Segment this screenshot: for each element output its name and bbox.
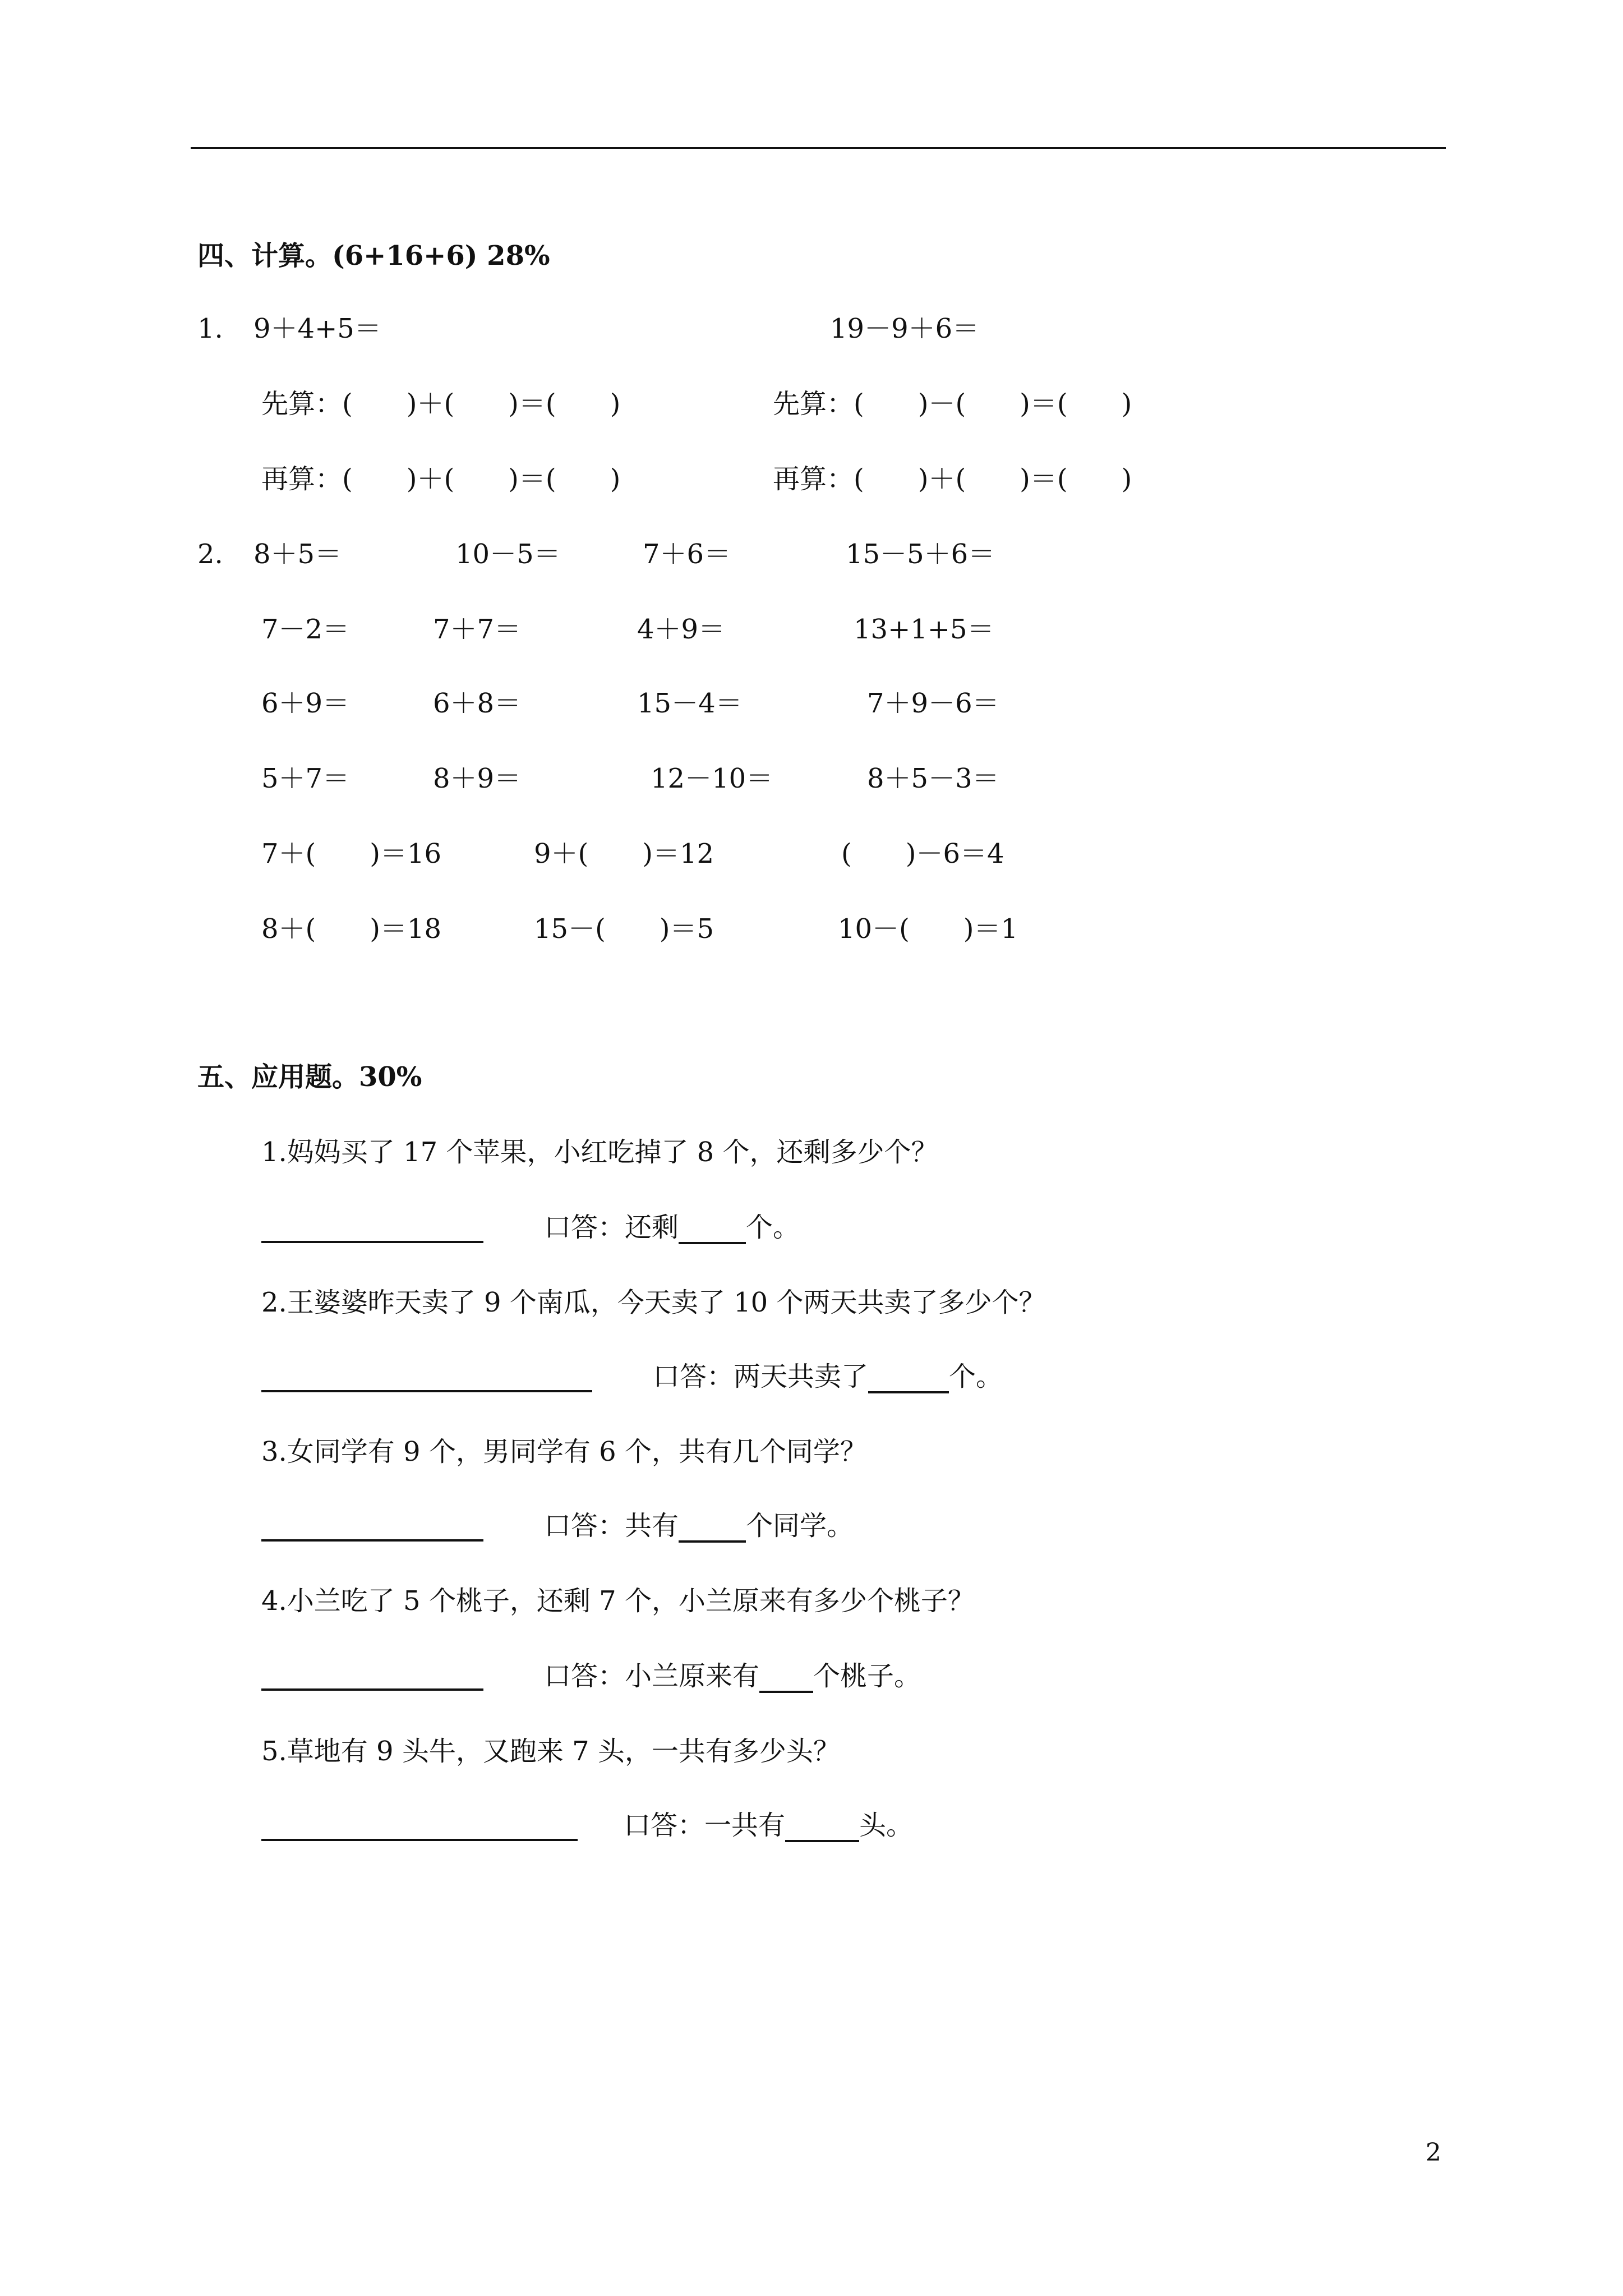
word-problem-question: 3.女同学有 9 个，男同学有 6 个，共有几个同学？ bbox=[261, 1436, 867, 1467]
answer-prefix: 口答：一共有 bbox=[624, 1810, 786, 1841]
answer-suffix: 个。 bbox=[949, 1361, 1003, 1392]
answer-suffix: 个同学。 bbox=[746, 1510, 854, 1542]
calc-item: 7－2＝ bbox=[261, 614, 350, 645]
calc-item: 10－5＝ bbox=[455, 539, 561, 570]
calc-item: 7＋6＝ bbox=[643, 539, 731, 570]
answer-suffix: 头。 bbox=[859, 1810, 914, 1841]
answer-blank bbox=[679, 1217, 746, 1244]
calc-item: 6＋8＝ bbox=[433, 688, 522, 719]
word-problem-question: 2.王婆婆昨天卖了 9 个南瓜，今天卖了 10 个两天共卖了多少个？ bbox=[261, 1287, 1046, 1318]
section-5-title: 五、应用题。30% bbox=[197, 1061, 422, 1093]
answer-line bbox=[544, 1509, 854, 1543]
calc-item: 12－10＝ bbox=[651, 763, 773, 794]
q1-expr-b: 19－9＋6＝ bbox=[830, 313, 980, 344]
word-problem-question: 4.小兰吃了 5 个桃子，还剩 7 个，小兰原来有多少个桃子？ bbox=[261, 1585, 975, 1617]
word-problem-question: 5.草地有 9 头牛，又跑来 7 头，一共有多少头？ bbox=[261, 1736, 840, 1767]
equation-blank bbox=[261, 1241, 483, 1243]
answer-line bbox=[653, 1360, 1003, 1393]
calc-item: 7＋7＝ bbox=[433, 614, 522, 645]
answer-blank bbox=[785, 1815, 859, 1842]
answer-suffix: 个。 bbox=[746, 1212, 800, 1243]
answer-line bbox=[624, 1809, 913, 1842]
q1-a-first-step: 先算：( )＋( )＝( ) bbox=[261, 388, 621, 420]
q2-number: 2. bbox=[197, 539, 223, 570]
calc-item: ( )－6＝4 bbox=[841, 838, 1004, 869]
header-rule bbox=[191, 147, 1446, 149]
answer-blank bbox=[679, 1516, 746, 1543]
answer-line bbox=[544, 1211, 800, 1244]
equation-blank bbox=[261, 1539, 483, 1542]
calc-item: 8＋5－3＝ bbox=[867, 763, 999, 794]
q1-expr-a: 9＋4+5＝ bbox=[253, 313, 381, 344]
calc-item: 7＋( )＝16 bbox=[261, 838, 442, 869]
calc-item: 15－( )＝5 bbox=[534, 913, 714, 945]
section-4-title: 四、计算。(6+16+6) 28% bbox=[197, 240, 550, 272]
answer-line bbox=[544, 1659, 921, 1693]
calc-item: 10－( )＝1 bbox=[838, 913, 1018, 945]
equation-blank bbox=[261, 1688, 483, 1691]
answer-prefix: 口答：共有 bbox=[544, 1510, 679, 1542]
q1-a-then-step: 再算：( )＋( )＝( ) bbox=[261, 463, 621, 495]
calc-item: 4＋9＝ bbox=[637, 614, 726, 645]
answer-prefix: 口答：还剩 bbox=[544, 1212, 679, 1243]
answer-prefix: 口答：两天共卖了 bbox=[653, 1361, 869, 1392]
calc-item: 5＋7＝ bbox=[261, 763, 350, 794]
answer-suffix: 个桃子。 bbox=[813, 1660, 921, 1692]
equation-blank bbox=[261, 1839, 578, 1841]
word-problem-question: 1.妈妈买了 17 个苹果，小红吃掉了 8 个，还剩多少个？ bbox=[261, 1137, 938, 1168]
calc-item: 8＋5＝ bbox=[253, 539, 342, 570]
calc-item: 7＋9－6＝ bbox=[867, 688, 999, 719]
calc-item: 13+1+5＝ bbox=[854, 614, 994, 645]
page-number: 2 bbox=[1426, 2138, 1441, 2167]
answer-prefix: 口答：小兰原来有 bbox=[544, 1660, 760, 1692]
q1-b-then-step: 再算：( )＋( )＝( ) bbox=[773, 463, 1132, 495]
calc-item: 15－4＝ bbox=[637, 688, 743, 719]
calc-item: 15－5＋6＝ bbox=[846, 539, 995, 570]
calc-item: 8＋( )＝18 bbox=[261, 913, 442, 945]
equation-blank bbox=[261, 1390, 592, 1392]
calc-item: 8＋9＝ bbox=[433, 763, 522, 794]
q1-number: 1. bbox=[197, 313, 223, 344]
answer-blank bbox=[759, 1666, 813, 1693]
q1-b-first-step: 先算：( )－( )＝( ) bbox=[773, 388, 1132, 420]
calc-item: 9＋( )＝12 bbox=[534, 838, 714, 869]
answer-blank bbox=[868, 1366, 949, 1393]
calc-item: 6＋9＝ bbox=[261, 688, 350, 719]
